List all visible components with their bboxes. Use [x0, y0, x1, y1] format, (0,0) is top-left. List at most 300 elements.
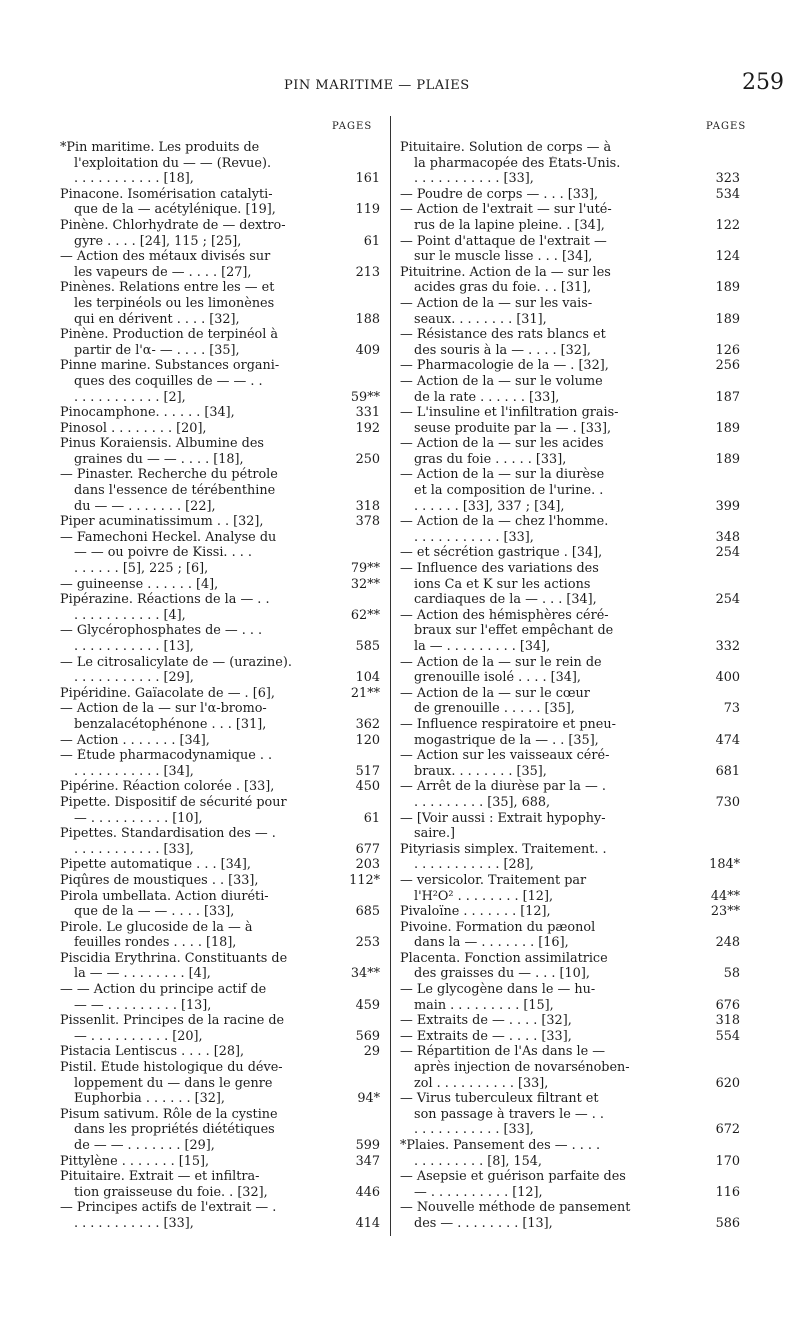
index-line [60, 140, 380, 156]
index-entry-text: Pinosol . . . . . . . . [20], [60, 420, 207, 436]
index-line [400, 343, 740, 359]
index-entry-text: . . . . . . . . . . . [33], [414, 171, 534, 187]
index-line [60, 592, 380, 608]
index-entry-text: Pivaloïne . . . . . . . [12], [400, 904, 551, 920]
index-line [400, 1107, 740, 1123]
index-entry-text: — Action de la — sur le volume [400, 373, 603, 389]
index-entry-text: Pinus Koraiensis. Albumine des [60, 436, 264, 452]
index-page-ref: 23** [710, 904, 740, 920]
index-entry-text: du — — . . . . . . . [22], [74, 498, 216, 514]
index-entry-text: — . . . . . . . . . . [12], [414, 1184, 543, 1200]
index-line [400, 1122, 740, 1138]
index-line [400, 405, 740, 421]
index-line [400, 966, 740, 982]
index-entry-text: Pipérazine. Réactions de la — . . [60, 592, 270, 608]
index-page-ref: 676 [715, 997, 740, 1013]
index-entry-text: Pinacone. Isomérisation catalyti- [60, 186, 273, 202]
index-page-ref: 119 [355, 202, 380, 218]
index-entry-text: — — ou poivre de Kissi. . . . [74, 545, 252, 561]
index-entry-text: — Principes actifs de l'extrait — . [60, 1200, 277, 1216]
index-line [400, 202, 740, 218]
index-entry-text: que de la — acétylénique. [19], [74, 202, 276, 218]
index-line [60, 421, 380, 437]
index-entry-text: saire.] [414, 826, 456, 842]
index-entry-text: — — . . . . . . . . . [13], [74, 997, 212, 1013]
index-line [60, 514, 380, 530]
index-line [400, 234, 740, 250]
index-page-ref: 104 [355, 670, 380, 686]
index-line [60, 249, 380, 265]
index-line [400, 374, 740, 390]
index-entry-text: — Influence respiratoire et pneu- [400, 716, 616, 732]
index-page-ref: 170 [715, 1153, 740, 1169]
index-entry-text: que de la — — . . . . [33], [74, 904, 235, 920]
index-entry-text: rus de la lapine pleine. . [34], [414, 217, 605, 233]
index-line [60, 296, 380, 312]
index-line [60, 904, 380, 920]
index-line [60, 234, 380, 250]
page-number: 259 [742, 70, 784, 95]
index-page-ref: 362 [355, 716, 380, 732]
index-line [400, 935, 740, 951]
index-line [400, 592, 740, 608]
index-entry-text: graines du — — . . . . [18], [74, 451, 244, 467]
left-index-column [60, 140, 380, 1232]
index-line [60, 764, 380, 780]
index-entry-text: la — . . . . . . . . . [34], [414, 639, 551, 654]
index-page-ref: 248 [715, 935, 740, 951]
index-entry-text: — Action de la — chez l'homme. [400, 514, 609, 530]
index-entry-text: — Action de la — sur les acides [400, 436, 604, 452]
index-page-ref: 459 [355, 997, 380, 1013]
index-entry-text: . . . . . . . . . . . [33], [414, 529, 534, 545]
index-line [60, 1122, 380, 1138]
index-entry-text: — Action de la — sur le rein de [400, 654, 602, 670]
index-entry-text: — . . . . . . . . . . [20], [74, 1028, 203, 1044]
index-entry-text: Pinène. Production de terpinéol à [60, 327, 279, 343]
index-line [60, 1154, 380, 1170]
index-line [400, 140, 740, 156]
index-entry-text: — Action de la — sur la diurèse [400, 467, 605, 483]
index-page-ref: 59** [350, 389, 380, 405]
index-page-ref: 189 [715, 420, 740, 436]
index-line [400, 748, 740, 764]
index-entry-text: — Action des métaux divisés sur [60, 249, 271, 265]
index-entry-text: . . . . . . . . . . . [33], [414, 1122, 534, 1138]
index-line [60, 530, 380, 546]
index-entry-text: Pituitaire. Solution de corps — à [400, 140, 612, 155]
index-line [400, 545, 740, 561]
index-entry-text: Piqûres de moustiques . . [33], [60, 872, 259, 888]
index-entry-text: sur le muscle lisse . . . [34], [414, 249, 593, 265]
index-entry-text: dans la — . . . . . . . [16], [414, 935, 569, 951]
index-entry-text: l'H²O² . . . . . . . . [12], [414, 888, 554, 904]
index-line [60, 405, 380, 421]
index-entry-text: — . . . . . . . . . . [10], [74, 810, 203, 826]
index-entry-text: Euphorbia . . . . . . [32], [74, 1091, 225, 1107]
index-page-ref: 681 [715, 763, 740, 779]
index-entry-text: — Action de la — sur les vais- [400, 295, 593, 311]
index-line [400, 312, 740, 328]
index-entry-text: *Pin maritime. Les produits de [60, 140, 260, 155]
index-line [400, 265, 740, 281]
index-entry-text: loppement du — dans le genre [74, 1075, 273, 1091]
index-entry-text: . . . . . . . . . . . [18], [74, 171, 194, 187]
index-line [60, 998, 380, 1014]
index-entry-text: . . . . . . . . . . . [34], [74, 763, 194, 779]
index-entry-text: de grenouille . . . . . [35], [414, 701, 575, 717]
index-page-ref: 331 [355, 405, 380, 421]
index-page-ref: 250 [355, 451, 380, 467]
index-line [400, 187, 740, 203]
index-entry-text: Pipérine. Réaction colorée . [33], [60, 779, 275, 795]
index-line [400, 327, 740, 343]
index-line [400, 701, 740, 717]
index-page-ref: 61 [363, 233, 380, 249]
index-line [400, 951, 740, 967]
index-page-ref: 672 [715, 1122, 740, 1138]
index-page-ref: 188 [355, 311, 380, 327]
index-line [60, 951, 380, 967]
index-entry-text: — Point d'attaque de l'extrait — [400, 233, 607, 249]
index-entry-text: Pistil. Étude histologique du déve- [60, 1060, 283, 1076]
index-line [60, 670, 380, 686]
index-line [60, 1013, 380, 1029]
index-line [400, 1138, 740, 1154]
index-entry-text: acides gras du foie. . . [31], [414, 280, 592, 296]
index-line [60, 701, 380, 717]
index-entry-text: . . . . . . . . . . . [13], [74, 639, 194, 654]
index-line [60, 187, 380, 203]
index-entry-text: — Asepsie et guérison parfaite des [400, 1169, 626, 1185]
index-line [400, 904, 740, 920]
index-page-ref: 32** [350, 576, 380, 592]
index-entry-text: Pivoine. Formation du pæonol [400, 919, 596, 935]
index-page-ref: 569 [355, 1028, 380, 1044]
index-entry-text: les vapeurs de — . . . . [27], [74, 264, 252, 280]
index-entry-text: — Influence des variations des [400, 561, 599, 577]
index-page-ref: 62** [350, 607, 380, 623]
index-line [400, 1185, 740, 1201]
index-entry-text: des souris à la — . . . . [32], [414, 342, 591, 358]
index-entry-text: de — — . . . . . . . [29], [74, 1138, 215, 1153]
index-line [400, 1216, 740, 1232]
index-line [60, 312, 380, 328]
index-entry-text: . . . . . . . . . . . [2], [74, 389, 186, 405]
index-page-ref: 44** [710, 888, 740, 904]
index-entry-text: mogastrique de la — . . [35], [414, 732, 599, 748]
index-page-ref: 730 [715, 794, 740, 810]
index-page-ref: 323 [715, 171, 740, 187]
index-line [400, 1076, 740, 1092]
index-page-ref: 189 [715, 280, 740, 296]
index-line [60, 1138, 380, 1154]
index-entry-text: braux. . . . . . . . [35], [414, 763, 547, 779]
index-line [60, 623, 380, 639]
index-entry-text: — guineense . . . . . . [4], [60, 576, 219, 592]
index-line [60, 733, 380, 749]
index-entry-text: — Virus tuberculeux filtrant et [400, 1091, 599, 1107]
index-entry-text: braux sur l'effet empêchant de [414, 623, 614, 639]
index-line [60, 826, 380, 842]
index-entry-text: — Famechoni Heckel. Analyse du [60, 529, 277, 545]
right-index-column [400, 140, 740, 1232]
index-page-ref: 348 [715, 529, 740, 545]
index-line [400, 296, 740, 312]
index-entry-text: — Extraits de — . . . . [33], [400, 1028, 572, 1044]
index-page-ref: 414 [355, 1215, 380, 1231]
index-page-ref: 620 [715, 1075, 740, 1091]
index-entry-text: Piscidia Erythrina. Constituants de [60, 950, 288, 966]
index-entry-text: — — Action du principe actif de [60, 982, 267, 998]
index-page-ref: 124 [715, 249, 740, 265]
index-line [400, 842, 740, 858]
index-entry-text: les terpinéols ou les limonènes [74, 295, 275, 311]
index-line [60, 873, 380, 889]
index-page-ref: 400 [715, 670, 740, 686]
index-page-ref: 677 [355, 841, 380, 857]
index-page-ref: 73 [723, 701, 740, 717]
index-page-ref: 29 [363, 1044, 380, 1060]
index-line [400, 280, 740, 296]
index-entry-text: dans l'essence de térébenthine [74, 483, 276, 499]
index-line [400, 156, 740, 172]
index-page-ref: 21** [350, 685, 380, 701]
index-line [400, 733, 740, 749]
index-line [60, 966, 380, 982]
index-line [60, 982, 380, 998]
index-line [400, 717, 740, 733]
index-entry-text: ques des coquilles de — — . . [74, 373, 263, 389]
index-line [400, 1013, 740, 1029]
index-line [400, 218, 740, 234]
index-page-ref: 685 [355, 904, 380, 920]
index-line [60, 218, 380, 234]
index-entry-text: — Action de la — sur l'α-bromo- [60, 701, 267, 717]
index-entry-text: Pittylène . . . . . . . [15], [60, 1153, 210, 1169]
index-line [400, 1169, 740, 1185]
index-line [60, 857, 380, 873]
index-line [400, 530, 740, 546]
index-line [60, 748, 380, 764]
index-line [60, 686, 380, 702]
index-page-ref: 409 [355, 342, 380, 358]
index-line [400, 577, 740, 593]
index-entry-text: . . . . . . . . . . . [28], [414, 857, 534, 873]
index-line [400, 686, 740, 702]
index-line [400, 467, 740, 483]
index-entry-text: — [Voir aussi : Extrait hypophy- [400, 810, 606, 826]
left-pages-header: PAGES [332, 121, 373, 132]
index-line [60, 1185, 380, 1201]
index-entry-text: qui en dérivent . . . . [32], [74, 311, 240, 327]
index-line [60, 1216, 380, 1232]
index-entry-text: seuse produite par la — . [33], [414, 420, 612, 436]
index-line [60, 577, 380, 593]
index-line [400, 1091, 740, 1107]
index-entry-text: des — . . . . . . . . [13], [414, 1215, 553, 1231]
index-page-ref: 599 [355, 1138, 380, 1153]
index-entry-text: feuilles rondes . . . . [18], [74, 935, 237, 951]
index-entry-text: des graisses du — . . . [10], [414, 966, 590, 982]
index-line [400, 670, 740, 686]
index-page-ref: 253 [355, 935, 380, 951]
index-line [400, 483, 740, 499]
index-line [400, 436, 740, 452]
index-page-ref: 189 [715, 451, 740, 467]
index-entry-text: seaux. . . . . . . . [31], [414, 311, 547, 327]
index-entry-text: gyre . . . . [24], 115 ; [25], [74, 233, 242, 249]
index-page-ref: 61 [363, 810, 380, 826]
index-line [60, 1060, 380, 1076]
index-entry-text: la pharmacopée des États-Unis. [414, 155, 621, 171]
index-line [400, 811, 740, 827]
index-line [400, 561, 740, 577]
index-line [60, 499, 380, 515]
index-page-ref: 254 [715, 592, 740, 608]
index-page-ref: 189 [715, 311, 740, 327]
index-entry-text: — Résistance des rats blancs et [400, 327, 606, 343]
index-entry-text: . . . . . . . . . . . [29], [74, 670, 194, 686]
index-entry-text: — Action . . . . . . . [34], [60, 732, 210, 748]
index-page-ref: 347 [355, 1153, 380, 1169]
index-page-ref: 203 [355, 857, 380, 873]
index-line [400, 608, 740, 624]
index-page-ref: 554 [715, 1028, 740, 1044]
index-entry-text: — Pinaster. Recherche du pétrole [60, 467, 278, 483]
index-entry-text: Pipette automatique . . . [34], [60, 857, 251, 873]
index-entry-text: Pinènes. Relations entre les — et [60, 280, 275, 296]
index-entry-text: . . . . . . . . . . . [33], [74, 841, 194, 857]
running-head-title: PIN MARITIME — PLAIES [284, 78, 470, 93]
index-line [60, 390, 380, 406]
index-entry-text: son passage à travers le — . . [414, 1106, 604, 1122]
index-entry-text: Pipette. Dispositif de sécurité pour [60, 794, 287, 810]
index-line [60, 280, 380, 296]
index-entry-text: partir de l'α- — . . . . [35], [74, 342, 240, 358]
index-entry-text: Pipettes. Standardisation des — . [60, 826, 276, 842]
index-entry-text: Pinocamphone. . . . . . [34], [60, 405, 235, 421]
index-entry-text: grenouille isolé . . . . [34], [414, 670, 581, 686]
index-line [60, 920, 380, 936]
index-page-ref: 34** [350, 966, 380, 982]
index-line [400, 982, 740, 998]
index-line [60, 779, 380, 795]
index-page-ref: 161 [355, 171, 380, 187]
index-line [400, 826, 740, 842]
column-divider [390, 116, 391, 1236]
index-page-ref: 446 [355, 1184, 380, 1200]
index-line [400, 358, 740, 374]
index-page-ref: 517 [355, 763, 380, 779]
index-line [400, 873, 740, 889]
index-page-ref: 585 [355, 639, 380, 654]
index-entry-text: . . . . . . . . . . . [33], [74, 1215, 194, 1231]
index-entry-text: Pisum sativum. Rôle de la cystine [60, 1106, 278, 1122]
index-entry-text: Pirola umbellata. Action diuréti- [60, 888, 269, 904]
index-page-ref: 450 [355, 779, 380, 795]
index-line [60, 889, 380, 905]
index-entry-text: — Extraits de — . . . . [32], [400, 1013, 572, 1029]
index-entry-text: — Étude pharmacodynamique . . [60, 748, 273, 764]
index-page-ref: 213 [355, 264, 380, 280]
index-entry-text: *Plaies. Pansement des — . . . . [400, 1138, 601, 1153]
index-line [400, 779, 740, 795]
index-entry-text: Piper acuminatissimum . . [32], [60, 514, 264, 530]
index-entry-text: — Glycérophosphates de — . . . [60, 623, 263, 639]
index-line [60, 452, 380, 468]
index-entry-text: — Action de l'extrait — sur l'uté- [400, 202, 612, 218]
index-page-ref: 399 [715, 498, 740, 514]
index-page-ref: 120 [355, 732, 380, 748]
index-line [60, 811, 380, 827]
index-entry-text: Placenta. Fonction assimilatrice [400, 950, 608, 966]
index-entry-text: — Poudre de corps — . . . [33], [400, 186, 599, 202]
index-line [400, 171, 740, 187]
index-entry-text: de la rate . . . . . . [33], [414, 389, 560, 405]
index-page-ref: 126 [715, 342, 740, 358]
index-line [60, 1169, 380, 1185]
index-page-ref: 534 [715, 186, 740, 202]
index-line [60, 374, 380, 390]
index-page-ref: 254 [715, 545, 740, 561]
index-line [400, 452, 740, 468]
index-line [400, 1154, 740, 1170]
index-line [60, 608, 380, 624]
index-line [400, 249, 740, 265]
index-entry-text: — Action de la — sur le cœur [400, 685, 590, 701]
index-line [60, 156, 380, 172]
index-line [400, 998, 740, 1014]
index-entry-text: — Action des hémisphères céré- [400, 607, 609, 623]
index-page-ref: 256 [715, 358, 740, 374]
index-line [60, 1200, 380, 1216]
right-pages-header: PAGES [706, 121, 747, 132]
index-entry-text: Pityriasis simplex. Traitement. . [400, 841, 607, 857]
index-entry-text: . . . . . . . . . [8], 154, [414, 1153, 542, 1169]
index-page-ref: 586 [715, 1215, 740, 1231]
index-entry-text: l'exploitation du — — (Revue). [74, 155, 272, 171]
index-entry-text: cardiaques de la — . . . [34], [414, 592, 597, 608]
index-entry-text: Pipéridine. Gaïacolate de — . [6], [60, 685, 275, 701]
index-line [400, 920, 740, 936]
index-line [60, 639, 380, 655]
index-line [60, 545, 380, 561]
index-line [400, 1044, 740, 1060]
index-entry-text: — et sécrétion gastrique . [34], [400, 545, 603, 561]
index-line [60, 795, 380, 811]
index-entry-text: Pituitrine. Action de la — sur les [400, 264, 611, 280]
index-entry-text: — Nouvelle méthode de pansement [400, 1200, 631, 1216]
index-line [400, 857, 740, 873]
index-line [400, 655, 740, 671]
index-page-ref: 192 [355, 420, 380, 436]
index-line [400, 764, 740, 780]
index-line [60, 935, 380, 951]
index-line [60, 1076, 380, 1092]
index-line [400, 889, 740, 905]
index-entry-text: . . . . . . . . . [35], 688, [414, 794, 551, 810]
index-page-ref: 79** [350, 561, 380, 577]
index-line [400, 514, 740, 530]
index-line [60, 343, 380, 359]
index-line [400, 390, 740, 406]
index-page-ref: 332 [715, 639, 740, 654]
index-entry-text: . . . . . . [33], 337 ; [34], [414, 498, 565, 514]
index-line [60, 483, 380, 499]
index-line [60, 717, 380, 733]
index-line [400, 639, 740, 655]
